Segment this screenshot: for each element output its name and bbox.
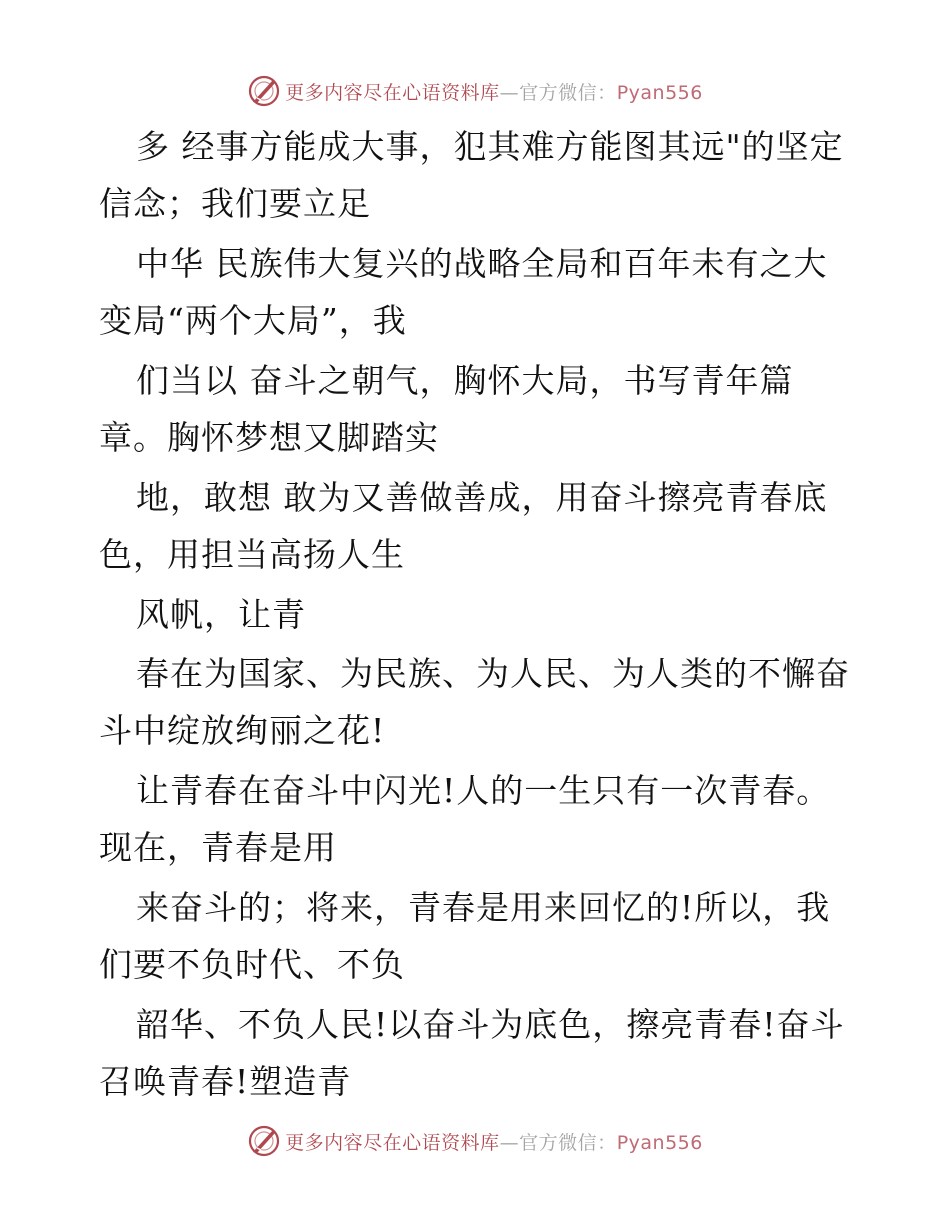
text-line: 春在为国家、为民族、为人民、为人类的不懈奋: [136, 654, 850, 693]
text-line: 变局“两个大局”，我: [99, 301, 407, 340]
text-line: 色，用担当高扬人生: [99, 535, 405, 574]
text-line: 信念；我们要立足: [99, 184, 371, 223]
quill-logo-icon: [247, 74, 281, 108]
watermark-text: [285, 78, 703, 105]
watermark-text: [285, 1128, 703, 1155]
watermark-separator: —: [499, 1131, 520, 1154]
text-line: 让青春在奋斗中闪光!人的一生只有一次青春。: [136, 771, 831, 810]
watermark-id: Pyan556: [616, 81, 703, 104]
text-line: 斗中绽放绚丽之花!: [99, 711, 386, 750]
text-line: 们当以 奋斗之朝气，胸怀大局，书写青年篇: [136, 361, 794, 400]
text-line: 风帆，让青: [136, 595, 306, 634]
watermark-right-text: 官方微信：: [519, 81, 617, 104]
watermark-separator: —: [499, 81, 520, 104]
quill-logo-icon: [247, 1124, 281, 1158]
watermark-left-text: 更多内容尽在心语资料库: [285, 1131, 500, 1154]
text-line: 现在，青春是用: [99, 828, 337, 867]
text-line: 中华 民族伟大复兴的战略全局和百年未有之大: [136, 244, 828, 283]
text-line: 多 经事方能成大事，犯其难方能图其远"的坚定: [136, 127, 844, 166]
watermark-footer: [0, 1121, 950, 1161]
watermark-right-text: 官方微信：: [519, 1131, 617, 1154]
watermark-left-text: 更多内容尽在心语资料库: [285, 81, 500, 104]
watermark-header: [0, 71, 950, 111]
text-line: 地，敢想 敢为又善做善成，用奋斗擦亮青春底: [136, 478, 828, 517]
text-line: 章。胸怀梦想又脚踏实: [99, 418, 439, 457]
watermark-id: Pyan556: [616, 1131, 703, 1154]
text-line: 来奋斗的；将来，青春是用来回忆的!所以，我: [136, 888, 831, 927]
text-line: 韶华、不负人民!以奋斗为底色，擦亮青春!奋斗: [136, 1005, 845, 1044]
text-line: 召唤青春!塑造青: [99, 1062, 352, 1101]
text-line: 们要不负时代、不负: [99, 945, 405, 984]
